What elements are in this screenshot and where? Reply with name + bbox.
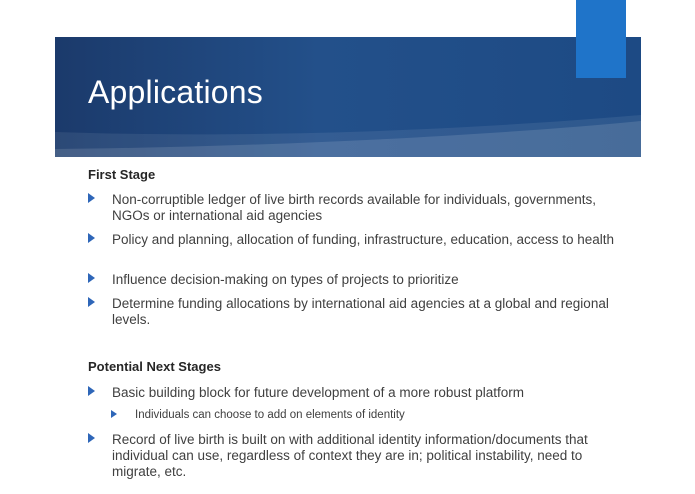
bullet-arrow-icon: [88, 433, 95, 443]
bullet-text: Determine funding allocations by international aid agencies at a global and regional levels.: [112, 296, 609, 327]
bullet-text: Record of live birth is built on with additional identity information/documents that individual can use, regardless of context they are in; political instability, need to migrate, etc.: [112, 432, 588, 479]
slide-title: Applications: [88, 74, 263, 110]
bullet-text: Non-corruptible ledger of live birth records available for individuals, governments, NGOs or international aid agencies: [112, 192, 596, 223]
bullet-arrow-icon: [88, 297, 95, 307]
bullet-arrow-icon: [88, 386, 95, 396]
accent-block: [576, 0, 626, 78]
bullet-text: Policy and planning, allocation of funding, infrastructure, education, access to health: [112, 232, 615, 247]
section-heading-next-stages: Potential Next Stages: [88, 359, 221, 374]
section-heading-first-stage: First Stage: [88, 167, 156, 182]
bullet-text: Basic building block for future development of a more robust platform: [112, 385, 524, 400]
bullet-arrow-icon: [88, 193, 95, 203]
bullet-arrow-icon: [111, 410, 117, 418]
bullet-text: Influence decision-making on types of projects to prioritize: [112, 272, 459, 287]
bullet-arrow-icon: [88, 273, 95, 283]
bullet-arrow-icon: [88, 233, 95, 243]
bullet-text: Individuals can choose to add on elements of identity: [135, 409, 405, 421]
